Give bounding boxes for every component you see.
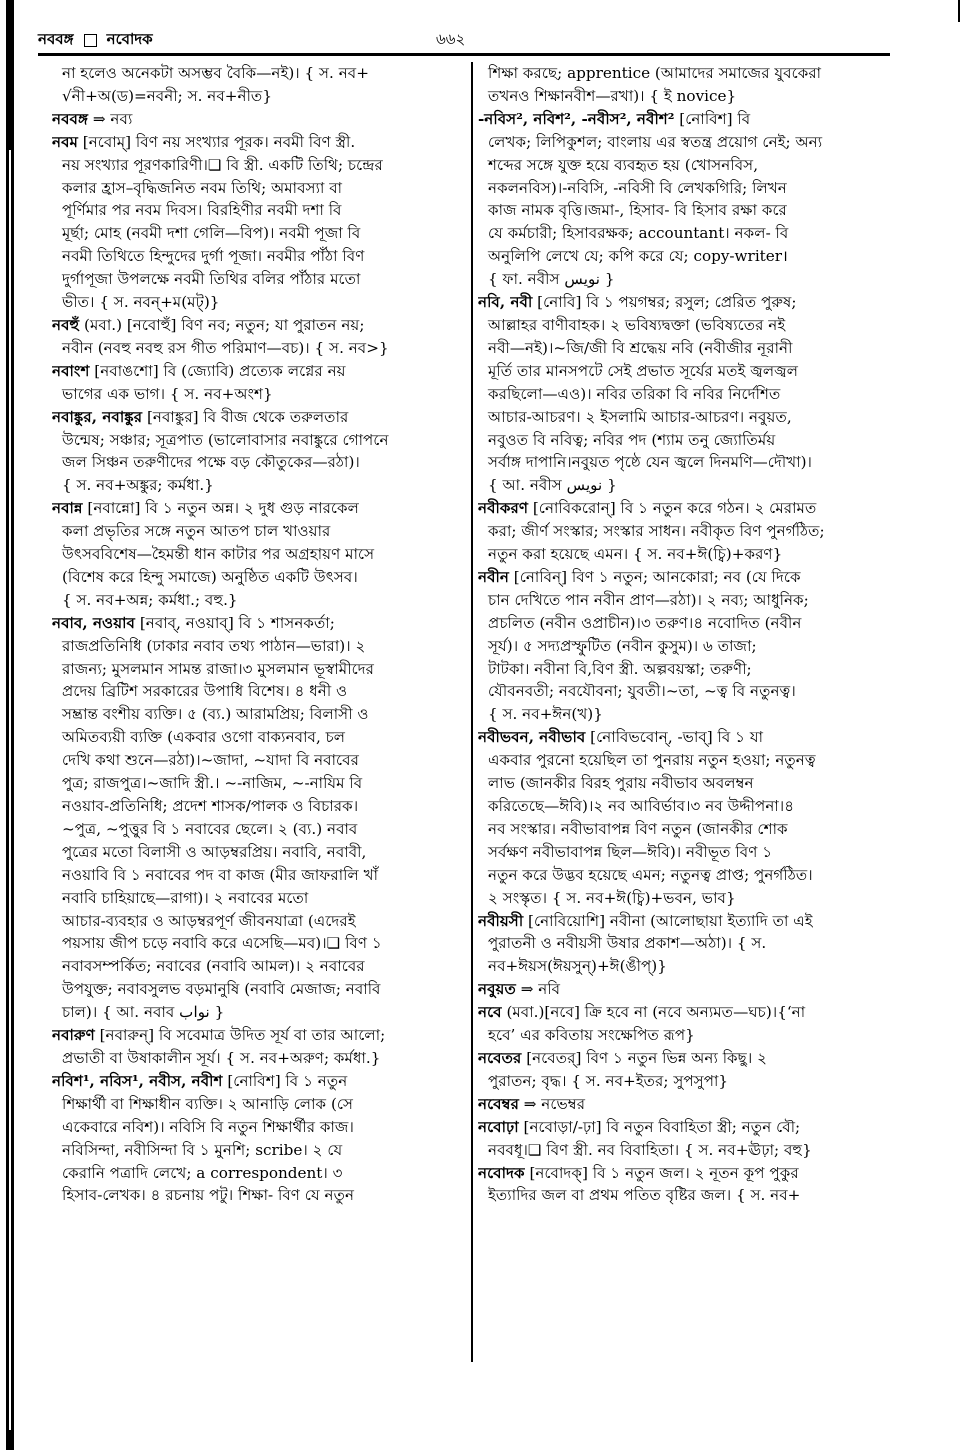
entry-line xyxy=(478,612,895,635)
left-column xyxy=(52,62,467,1207)
headword: নবহুঁ xyxy=(52,315,80,334)
definition-text: দুর্গাপূজা উপলক্ষে নবমী তিথির বলির পাঁঠার মতো xyxy=(62,270,361,289)
entry-line xyxy=(52,772,467,795)
headword: নবান্ন xyxy=(52,499,83,518)
definition-text: প্রভাতী বা উষাকালীন সূর্য। { স. নব+অরুণ; কর্মধা.} xyxy=(62,1048,381,1067)
entry-line xyxy=(478,429,895,452)
entry-line xyxy=(478,474,895,497)
definition-text: (মবা.)[নবে] ক্রি হবে না (নবে অন্যমত—ঘচ)।{‘না xyxy=(501,1003,806,1022)
right-column xyxy=(478,62,895,1207)
headword: নববঙ্গ xyxy=(52,109,89,128)
entry-line xyxy=(52,337,467,360)
definition-text: [নবোড়া/-ঢ়া] বি নতুন বিবাহিতা স্ত্রী; নতুন বৌ; xyxy=(518,1117,801,1136)
entry-line-headword xyxy=(478,978,895,1001)
headword: নবীয়সী xyxy=(478,911,524,930)
definition-text: রাজন্য; মুসলমান সামন্ত রাজা।৩ মুসলমান ভূস্বামীদের xyxy=(62,659,375,678)
definition-text: নওয়াব-প্রতিনিধি; প্রদেশ শাসক/পালক ও বিচারক। xyxy=(62,797,359,815)
entry-line xyxy=(52,268,467,291)
definition-text: [নবান্নো] বি ১ নতুন অন্ন। ২ দুধ গুড় নারকেল xyxy=(82,499,359,518)
guide-word-last: নবোদক xyxy=(106,30,153,48)
entry-line xyxy=(478,383,895,406)
definition-text: { স. নব+অন্ন; কর্মধা.; বহু.} xyxy=(62,590,238,609)
entry-line xyxy=(478,451,895,474)
definition-text: দেখি কথা শুনে—রঠা)।~জাদা, ~যাদা বি নবাবের xyxy=(62,751,359,770)
entry-line xyxy=(52,1116,467,1139)
entry-line xyxy=(478,887,895,910)
definition-text: √নী+অ(ড)=নবনী; স. নব+নীত} xyxy=(62,86,272,105)
definition-text: [নবোম্] বিণ নয় সংখ্যার পূরক। নবমী বিণ স্ত্রী. xyxy=(77,132,356,151)
definition-text: অমিতব্যয়ী ব্যক্তি (একবার ওগো বাক্যনবাব, চল xyxy=(62,728,346,747)
entry-line xyxy=(478,62,895,85)
entry-line xyxy=(478,864,895,887)
definition-text: করছিলো—এও)। নবির তরিকা বি নবির নির্দেশিত xyxy=(488,384,781,403)
entry-line xyxy=(52,291,467,314)
entry-line xyxy=(52,199,467,222)
entry-line xyxy=(478,199,895,222)
entry-line xyxy=(478,1184,895,1207)
definition-text: [নবেতর্] বিণ ১ নতুন ভিন্ন অন্য কিছু। ২ xyxy=(521,1048,768,1067)
definition-text: পুরাতনী ও নবীয়সী উষার প্রকাশ—অঠা)। { স. xyxy=(488,934,767,953)
entry-line-headword xyxy=(478,1001,895,1024)
entry-line xyxy=(52,910,467,933)
entry-line-headword xyxy=(478,497,895,520)
definition-text: ইত্যাদির জল বা প্রথম পতিত বৃষ্টির জল। { স. নব+ xyxy=(488,1186,801,1205)
definition-text: [নবারুন্] বি সবেমাত্র উদিত সূর্য বা তার আলো; xyxy=(94,1026,386,1045)
entry-line xyxy=(478,520,895,543)
entry-line xyxy=(478,406,895,429)
definition-text: ⇒ নব্য xyxy=(88,109,133,128)
definition-text: { আ. নবীস نویس } xyxy=(488,476,617,495)
entry-line xyxy=(52,978,467,1001)
definition-text: কলার হ্রাস–বৃদ্ধিজনিত নবম তিথি; অমাবস্যা বা xyxy=(62,178,343,197)
entry-line-headword xyxy=(478,910,895,933)
entry-line xyxy=(52,887,467,910)
definition-text: ⇒ নভেম্বর xyxy=(518,1094,586,1113)
entry-line-headword xyxy=(52,131,467,154)
entry-line xyxy=(478,841,895,864)
definition-text: নব+ঈয়স(ঈয়সুন্)+ঈ(ঙীপ্)} xyxy=(488,957,667,976)
entry-line xyxy=(478,749,895,772)
entry-line xyxy=(478,772,895,795)
entry-line xyxy=(52,520,467,543)
headword: নবাংশ xyxy=(52,361,90,380)
entry-line xyxy=(52,429,467,452)
definition-text: [নোবিয়োশি] নবীনা (আলোছায়া ইত্যাদি তা এই xyxy=(523,911,813,930)
definition-text: সম্ভ্রান্ত বংশীয় ব্যক্তি। ৫ (ব্য.) আরামপ্রিয়; বিলাসী ও xyxy=(62,705,369,724)
entry-line xyxy=(52,589,467,612)
entry-line xyxy=(52,955,467,978)
headword: নবেতর xyxy=(478,1048,522,1067)
definition-text: পয়সায় জীপ চড়ে নবাবি করে এসেছি—মব)।❏ বিণ ১ xyxy=(62,934,382,953)
entry-line-headword xyxy=(52,360,467,383)
headword: নবারুণ xyxy=(52,1026,95,1045)
page-number: ৬৬২ xyxy=(436,30,466,48)
definition-text: নবীন (নবহু নবহু রস গীত পরিমাণ—বচ)। { স. নব>} xyxy=(62,338,389,357)
entry-line xyxy=(52,245,467,268)
definition-text: নবুওত বি নবিত্ব; নবির পদ (শ্যাম তনু জ্যোতির্ময় xyxy=(488,430,776,449)
entry-line xyxy=(52,795,467,818)
definition-text: অনুলিপি লেখে যে; কপি করে যে; copy-writer। xyxy=(488,247,788,266)
entry-line xyxy=(478,154,895,177)
entry-line-headword xyxy=(478,291,895,314)
entry-line xyxy=(52,1139,467,1162)
definition-text: আচার-আচরণ। ২ ইসলামি আচার-আচরণ। নবুয়ত, xyxy=(488,407,792,426)
entry-line xyxy=(478,635,895,658)
definition-text: প্রদেয় ব্রিটিশ সরকারের উপাধি বিশেষ। ৪ ধনী ও xyxy=(62,682,348,701)
entry-line-headword xyxy=(52,1024,467,1047)
entry-line-headword xyxy=(478,1116,895,1139)
headword: নবোঢ়া xyxy=(478,1117,519,1136)
definition-text: মূর্তি তার মানসপটে সেই প্রভাত সূর্যের মতই জ্বলজ্বল xyxy=(488,361,799,380)
definition-text: (বিশেষ করে হিন্দু সমাজে) অনুষ্ঠিত একটি উৎসব। xyxy=(62,567,358,586)
headword: নবিশ¹, নবিস¹, নবীস, নবীশ xyxy=(52,1071,223,1090)
entry-line-headword xyxy=(52,406,467,429)
headword: নবে xyxy=(478,1003,502,1022)
headword: নবীকরণ xyxy=(478,499,529,518)
definition-text: [নোবি] বি ১ পয়গম্বর; রসুল; প্রেরিত পুরুষ; xyxy=(532,293,797,312)
definition-text: কাজ নামক বৃত্তি।জমা-, হিসাব- বি হিসাব রক্ষা করে xyxy=(488,201,787,220)
definition-text: লাভ (জানকীর বিরহ পুরায় নবীভাব অবলম্বন xyxy=(488,774,754,793)
entry-line xyxy=(52,749,467,772)
entry-line xyxy=(478,245,895,268)
headword: নবোদক xyxy=(478,1163,525,1182)
entry-line-headword xyxy=(478,1093,895,1116)
definition-text: উপযুক্ত; নবাবসুলভ বড়মানুষি (নবাবি মেজাজ; নবাবি xyxy=(62,980,381,999)
entry-line-headword xyxy=(52,108,467,131)
entry-line xyxy=(478,222,895,245)
entry-line-headword xyxy=(52,497,467,520)
definition-text: { ফা. নবীস نویس } xyxy=(488,270,615,289)
entry-line-headword xyxy=(478,108,895,131)
definition-text: নববধূ।❏ বিণ স্ত্রী. নব বিবাহিতা। { স. নব+ঊঢ়া; বহু} xyxy=(488,1140,812,1159)
entry-line-headword xyxy=(52,314,467,337)
entry-line xyxy=(52,932,467,955)
page-header xyxy=(38,28,928,50)
guide-word-first: নববঙ্গ xyxy=(38,30,74,48)
entry-line xyxy=(52,635,467,658)
definition-text: লেখক; লিপিকুশল; বাংলায় এর স্বতন্ত্র প্রয়োগ নেই; অন্য xyxy=(488,132,823,151)
entry-line xyxy=(478,589,895,612)
entry-line xyxy=(52,1001,467,1024)
definition-text: নবাবি চাহিয়াছে—রাগা)। ২ নবাবের মতো xyxy=(62,888,309,907)
headword: নবেম্বর xyxy=(478,1094,519,1113)
definition-text: নওয়াবি বি ১ নবাবের পদ বা কাজ (মীর জাফরালি খাঁ xyxy=(62,865,379,884)
definition-text: নবিসিন্দা, নবীসিন্দা বি ১ মুনশি; scribe। ২ যে xyxy=(62,1140,343,1159)
definition-text: [নোবিকরোন্] বি ১ নতুন করে গঠন। ২ মেরামত xyxy=(528,499,817,518)
entry-line xyxy=(52,543,467,566)
definition-text: প্রচলিত (নবীন ওপ্রাচীন)।৩ তরুণ।৪ নবোদিত (নবীন xyxy=(488,613,802,632)
definition-text: যে কর্মচারী; হিসাবরক্ষক; accountant। নকল- বি xyxy=(488,224,789,243)
header-rule xyxy=(38,53,890,56)
definition-text: হবে’ এর কবিতায় সংক্ষেপিত রূপ} xyxy=(488,1026,695,1045)
entry-line xyxy=(478,360,895,383)
definition-text: [নোবিশ] বি xyxy=(674,109,751,128)
entry-line xyxy=(52,1162,467,1185)
definition-text: ভীত। { স. নবন্+ম(মট্)} xyxy=(62,293,220,312)
entry-line xyxy=(478,177,895,200)
box-separator-icon xyxy=(84,34,97,47)
definition-text: জল সিঞ্চন তরুণীদের পক্ষে বড় কৌতুকের—রঠা)। xyxy=(62,453,360,472)
entry-line xyxy=(52,1093,467,1116)
definition-text: উৎসববিশেষ—হৈমন্তী ধান কাটার পর অগ্রহায়ণ মাসে xyxy=(62,545,375,564)
entry-line-headword xyxy=(52,1070,467,1093)
definition-text: টাটকা। নবীনা বি,বিণ স্ত্রী. অল্পবয়স্কা; তরুণী; xyxy=(488,659,752,678)
definition-text: পুরাতন; বৃদ্ধ। { স. নব+ইতর; সুপসুপা} xyxy=(488,1071,729,1090)
entry-line xyxy=(478,268,895,291)
definition-text: একেবারে নবিশ)। নবিসি বি নতুন শিক্ষার্থীর কাজ। xyxy=(62,1117,354,1136)
entry-line-headword xyxy=(478,566,895,589)
entry-line xyxy=(478,337,895,360)
definition-text: [নোবিভবোন্, -ভাব্] বি ১ যা xyxy=(585,728,764,747)
definition-text: চান দেখিতে পান নবীন প্রাণ—রঠা)। ২ নব্য; আধুনিক; xyxy=(488,590,809,609)
definition-text: শব্দের সঙ্গে যুক্ত হয়ে ব্যবহৃত হয় (খোসনবিস, xyxy=(488,155,759,174)
headword: নবাঙ্কুর, নবাঙ্কুর xyxy=(52,407,143,426)
definition-text: [নবোদক্] বি ১ নতুন জল। ২ নূতন কূপ পুকুর xyxy=(524,1163,799,1182)
definition-text: (মবা.) [নবোহুঁ] বিণ নব; নতুন; যা পুরাতন নয়; xyxy=(79,315,365,334)
entry-line xyxy=(478,955,895,978)
entry-line xyxy=(478,680,895,703)
entry-line xyxy=(52,566,467,589)
definition-text: নতুন করা হয়েছে এমন। { স. নব+ঈ(চ্বি)+করণ} xyxy=(488,545,783,564)
definition-text: [নোবিন্] বিণ ১ নতুন; আনকোরা; নব (যে দিকে xyxy=(508,567,801,586)
entry-line xyxy=(52,680,467,703)
definition-text: [নবাঙশো] বি (জ্যোবি) প্রত্যেক লগ্নের নয় xyxy=(89,361,346,380)
entry-line xyxy=(478,703,895,726)
entry-line xyxy=(478,1070,895,1093)
entry-line-headword xyxy=(478,1047,895,1070)
definition-text: শিক্ষার্থী বা শিক্ষাধীন ব্যক্তি। ২ আনাড়ি লোক (সে xyxy=(62,1094,354,1113)
entry-line xyxy=(478,314,895,337)
entry-line xyxy=(52,474,467,497)
headword: নবি, নবী xyxy=(478,293,533,312)
headword: নবম xyxy=(52,132,78,151)
definition-text: [নবাঙ্কুর] বি বীজ থেকে তরুলতার xyxy=(142,407,349,426)
headword: নবুয়ত xyxy=(478,980,516,999)
column-divider xyxy=(471,62,473,1362)
entry-line xyxy=(478,1024,895,1047)
entry-line xyxy=(52,658,467,681)
entry-line xyxy=(52,726,467,749)
definition-text: [নোবিশ] বি ১ নতুন xyxy=(222,1071,348,1090)
entry-line xyxy=(52,703,467,726)
entry-line xyxy=(52,451,467,474)
definition-text: সর্বক্ষণ নবীভাবাপন্ন ছিল—ঈবি)। নবীভূত বিণ ১ xyxy=(488,842,773,861)
running-head xyxy=(38,28,153,53)
definition-text: উন্মেষ; সঞ্চার; সূত্রপাত (ভালোবাসার নবাঙ্কুরে গোপনে xyxy=(62,430,389,449)
definition-text: একবার পুরনো হয়েছিল তা পুনরায় নতুন হওয়া; নতুনত্ব xyxy=(488,751,816,770)
entry-line-headword xyxy=(478,726,895,749)
entry-line xyxy=(52,177,467,200)
definition-text: মূর্ছা; মোহ (নবমী দশা গেলি—বিপ)। নবমী পূজা বি xyxy=(62,224,361,243)
entry-line-headword xyxy=(478,1162,895,1185)
entry-line xyxy=(478,658,895,681)
definition-text: পুত্র; রাজপুত্র।~জাদি স্ত্রী.। ~-নাজিম, ~-নাযিম বি xyxy=(62,774,363,793)
definition-text: করিতেছে—ঈবি)।২ নব আবির্ভাব।৩ নব উদ্দীপনা।৪ xyxy=(488,797,795,815)
entry-line xyxy=(52,818,467,841)
definition-text: হিসাব-লেখক। ৪ রচনায় পটু। শিক্ষা- বিণ যে নতুন xyxy=(62,1186,355,1205)
definition-text: নকলনবিস)।-নবিসি, -নবিসী বি লেখকগিরি; লিখন xyxy=(488,178,787,197)
entry-line xyxy=(52,864,467,887)
definition-text: পুত্রের মতো বিলাসী ও আড়ম্বরপ্রিয়। নবাবি, নবাবী, xyxy=(62,842,367,861)
definition-text: সূর্য)। ৫ সদ্যপ্রস্ফুটিত (নবীন কুসুম)। ৬ তাজা; xyxy=(488,636,757,655)
definition-text: চাল)। { আ. নবাব نواب } xyxy=(62,1003,225,1022)
entry-line xyxy=(52,1047,467,1070)
definition-text: নবমী তিথিতে হিন্দুদের দুর্গা পূজা। নবমীর পাঁঠা বিণ xyxy=(62,247,365,266)
definition-text: যৌবনবতী; নবযৌবনা; যুবতী।~তা, ~ত্ব বি নতুনত্ব। xyxy=(488,682,796,701)
headword: নবীন xyxy=(478,567,509,586)
definition-text: করা; জীর্ণ সংস্কার; সংস্কার সাধন। নবীকৃত বিণ পুনর্গঠিত; xyxy=(488,522,825,541)
definition-text: তখনও শিক্ষানবীশ—রখা)। { ই novice} xyxy=(488,86,737,105)
definition-text: নতুন করে উদ্ভব হয়েছে এমন; নতুনত্ব প্রাপ্ত; পুনর্গঠিত। xyxy=(488,865,813,884)
definition-text: নবী—নই)।~জি/জী বি শ্রদ্ধেয় নবি (নবীজীর নূরানী xyxy=(488,338,793,357)
definition-text: নবাবসম্পর্কিত; নবাবের (নবাবি আমল)। ২ নবাবের xyxy=(62,957,365,976)
definition-text: আচার-ব্যবহার ও আড়ম্বরপূর্ণ জীবনযাত্রা (এদেরই xyxy=(62,911,356,930)
entry-line xyxy=(52,222,467,245)
entry-line xyxy=(52,85,467,108)
definition-text: ভাগের এক ভাগ। { স. নব+অংশ} xyxy=(62,384,273,403)
definition-text: না হলেও অনেকটা অসম্ভব বৈকি—নই)। { স. নব+ xyxy=(62,64,369,82)
entry-line xyxy=(478,818,895,841)
definition-text: সর্বাঙ্গ দাপানি।নবুয়ত পৃষ্ঠে যেন জ্বলে দিনমণি—দৌখা)। xyxy=(488,453,812,472)
entry-line-headword xyxy=(52,612,467,635)
scan-border-left xyxy=(6,0,14,1450)
definition-text: ২ সংস্কৃত। { স. নব+ঈ(চ্বি)+ভবন, ভাব} xyxy=(488,888,736,907)
headword: -নবিস², নবিশ², -নবীস², নবীশ² xyxy=(478,109,675,128)
entry-line xyxy=(478,543,895,566)
definition-text: { স. নব+ঈন(খ)} xyxy=(488,705,603,724)
definition-text: আল্লাহর বাণীবাহক। ২ ভবিষ্যদ্বক্তা (ভবিষ্যতের নই xyxy=(488,315,786,334)
definition-text: কলা প্রভৃতির সঙ্গে নতুন আতপ চাল খাওয়ার xyxy=(62,522,331,541)
entry-line xyxy=(478,932,895,955)
definition-text: নয় সংখ্যার পূরণকারিণী।❏ বি স্ত্রী. একটি তিথি; চন্দ্রের xyxy=(62,155,383,174)
headword: নবাব, নওয়াব xyxy=(52,613,135,632)
entry-line xyxy=(478,85,895,108)
definition-text: { স. নব+অঙ্কুর; কর্মধা.} xyxy=(62,476,214,495)
entry-line xyxy=(478,795,895,818)
entry-line xyxy=(478,1139,895,1162)
definition-text: ⇒ নবি xyxy=(515,980,561,999)
definition-text: পূর্ণিমার পর নবম দিবস। বিরহিণীর নবমী দশা বি xyxy=(62,201,342,220)
definition-text: রাজপ্রতিনিধি (ঢাকার নবাব তথ্য পাঠান—ভারা)। ২ xyxy=(62,636,366,655)
headword: নবীভবন, নবীভাব xyxy=(478,728,586,747)
entry-line xyxy=(52,62,467,85)
entry-line xyxy=(52,383,467,406)
entry-line xyxy=(52,841,467,864)
definition-text: ~পুত্র, ~পুত্তুর বি ১ নবাবের ছেলে। ২ (ব্য.) নবাব xyxy=(62,819,358,838)
entry-line xyxy=(52,154,467,177)
entry-line xyxy=(52,1184,467,1207)
definition-text: শিক্ষা করছে; apprentice (আমাদের সমাজের যুবকেরা xyxy=(488,64,822,82)
entry-line xyxy=(478,131,895,154)
definition-text: নব সংস্কার। নবীভাবাপন্ন বিণ নতুন (জানকীর শোক xyxy=(488,819,788,838)
definition-text: [নবাব্, নওয়াব্] বি ১ শাসনকর্তা; xyxy=(135,613,335,632)
definition-text: কেরানি পত্রাদি লেখে; a correspondent। ৩ xyxy=(62,1163,343,1182)
